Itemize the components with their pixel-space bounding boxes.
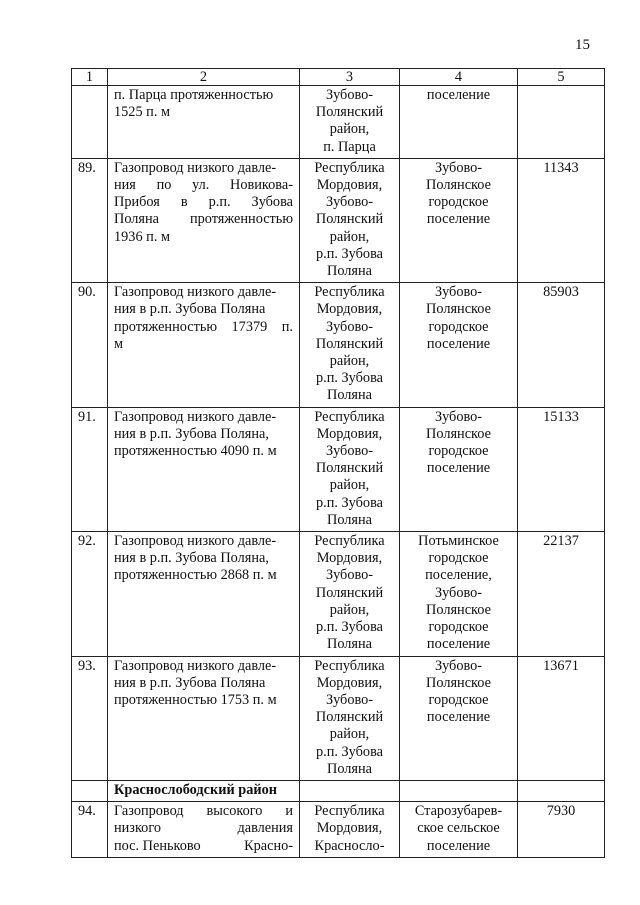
word: протяженностью 2868 п. м: [114, 567, 277, 584]
text-line: городское: [428, 318, 489, 335]
value-cell: 11343: [518, 158, 605, 282]
table-row: [72, 158, 605, 282]
object-name-cell: [108, 407, 300, 531]
word: ния: [114, 177, 136, 194]
text-line: [114, 319, 293, 336]
text-line: [114, 301, 293, 318]
municipality-cell: [400, 532, 518, 656]
column-number: 2: [108, 69, 300, 86]
section-title: Краснослободский район: [114, 781, 277, 798]
text-line: Республика: [314, 657, 385, 674]
value-cell: 13671: [518, 656, 605, 780]
word: давления: [237, 820, 293, 837]
text-line: Красносло-: [314, 837, 385, 854]
value-cell: [518, 86, 605, 159]
text-line: городское: [428, 619, 489, 636]
text-line: п. Парца протяженностью: [114, 87, 274, 103]
text-line: [114, 550, 293, 567]
column-number: 5: [518, 69, 605, 86]
text-line: Зубово-: [434, 159, 483, 176]
text-line: Поляна: [327, 511, 372, 528]
column-number: 3: [300, 69, 400, 86]
text-line: Мордовия,: [316, 820, 383, 837]
word: протяженностью: [189, 211, 293, 228]
property-registry-table: [71, 68, 605, 858]
word: ния в р.п. Зубова Поляна,: [114, 425, 269, 442]
row-number: 94.: [72, 802, 108, 858]
text-line: [114, 160, 293, 177]
text-line: [114, 820, 293, 837]
text-line: поселение: [426, 87, 491, 103]
column-number-row: [72, 69, 605, 86]
object-name-cell: [108, 86, 300, 159]
value-cell: 22137: [518, 532, 605, 656]
text-line: [114, 675, 293, 692]
text-line: [114, 177, 293, 194]
text-line: Зубово-: [325, 567, 374, 584]
word: в: [180, 194, 188, 211]
word: Газопровод низкого давле-: [114, 657, 277, 674]
word: протяженностью 1753 п. м: [114, 691, 277, 708]
text-line: Республика: [314, 408, 385, 425]
location-cell: [300, 86, 400, 159]
table-row: [72, 407, 605, 531]
text-line: р.п. Зубова: [316, 494, 383, 511]
value-cell: 7930: [518, 802, 605, 858]
text-line: Полянское: [426, 177, 491, 194]
row-number: 89.: [72, 158, 108, 282]
location-cell: [300, 283, 400, 407]
word: 1936 п. м: [114, 228, 171, 245]
text-line: [114, 658, 293, 675]
text-line: [114, 211, 293, 228]
table-row-continuation: [72, 86, 605, 159]
municipality-cell: [400, 158, 518, 282]
object-name-cell: [108, 283, 300, 407]
text-line: Зубово-: [434, 408, 483, 425]
word: ния в р.п. Зубова Поляна,: [114, 550, 269, 567]
word: Зубова: [251, 194, 293, 211]
text-line: Мордовия,: [316, 550, 383, 567]
table-row: [72, 532, 605, 656]
text-line: район,: [329, 477, 370, 494]
municipality-cell: [400, 802, 518, 858]
text-line: р.п. Зубова: [316, 370, 383, 387]
text-line: р.п. Зубова: [316, 245, 383, 262]
text-line: Поляна: [327, 387, 372, 404]
text-line: [114, 443, 293, 460]
text-line: Республика: [314, 159, 385, 176]
word: Новикова-: [230, 177, 293, 194]
municipality-cell: [400, 86, 518, 159]
text-line: Зубово-: [325, 87, 374, 103]
word: высокого: [206, 803, 263, 820]
text-line: район,: [329, 601, 370, 618]
text-line: п. Парца: [323, 138, 376, 155]
text-line: Зубово-: [325, 194, 374, 211]
word: Поляна: [114, 211, 159, 228]
word: ул.: [192, 177, 210, 194]
text-line: поселение,: [425, 567, 492, 584]
text-line: [114, 838, 293, 855]
object-name-cell: [108, 532, 300, 656]
word: р.п.: [208, 194, 231, 211]
location-cell: [300, 656, 400, 780]
value-cell: 15133: [518, 407, 605, 531]
text-line: Полянский: [315, 460, 384, 477]
text-line: Полянский: [315, 709, 384, 726]
text-line: поселение: [426, 460, 491, 477]
text-line: ское сельское: [417, 820, 500, 837]
object-name-cell: [108, 158, 300, 282]
text-line: Зубово-: [434, 657, 483, 674]
text-line: Потьминское: [418, 533, 499, 550]
text-line: Мордовия,: [316, 674, 383, 691]
municipality-cell: [400, 656, 518, 780]
text-line: Поляна: [327, 636, 372, 653]
word: Красно-: [244, 837, 293, 854]
text-line: Зубово-: [325, 318, 374, 335]
word: и: [285, 803, 293, 820]
column-number: 1: [72, 69, 108, 86]
text-line: Республика: [314, 803, 385, 820]
text-line: Зубово-: [325, 691, 374, 708]
column-number: 4: [400, 69, 518, 86]
word: протяженностью 4090 п. м: [114, 443, 277, 460]
text-line: Полянское: [426, 601, 491, 618]
row-number: 90.: [72, 283, 108, 407]
object-name-cell: [108, 802, 300, 858]
text-line: Полянское: [426, 674, 491, 691]
text-line: 1525 п. м: [114, 104, 171, 121]
word: Газопровод низкого давле-: [114, 533, 277, 550]
table-row: [72, 656, 605, 780]
text-line: Республика: [314, 284, 385, 301]
object-name-cell: [108, 656, 300, 780]
text-line: Мордовия,: [316, 301, 383, 318]
page-number: 15: [575, 37, 590, 53]
word: Газопровод низкого давле-: [114, 284, 277, 301]
text-line: Поляна: [327, 263, 372, 280]
text-line: район,: [329, 726, 370, 743]
registry-rows: [72, 158, 605, 780]
text-line: поселение: [426, 636, 491, 653]
location-cell: [300, 802, 400, 858]
text-line: [114, 409, 293, 426]
text-line: Мордовия,: [316, 177, 383, 194]
text-line: Полянский: [315, 335, 384, 352]
row-number-cell: [72, 86, 108, 159]
text-line: Зубово-: [434, 284, 483, 301]
text-line: городское: [428, 443, 489, 460]
text-line: [114, 567, 293, 584]
word: Газопровод низкого давле-: [114, 159, 277, 176]
text-line: район,: [329, 121, 370, 138]
location-cell: [300, 407, 400, 531]
word: м: [114, 335, 124, 352]
municipality-cell: [400, 407, 518, 531]
text-line: [114, 336, 293, 353]
text-line: городское: [428, 691, 489, 708]
row-number: 93.: [72, 656, 108, 780]
text-line: Мордовия,: [316, 425, 383, 442]
row-number: 92.: [72, 532, 108, 656]
table-row: [72, 283, 605, 407]
text-line: [114, 426, 293, 443]
text-line: поселение: [426, 335, 491, 352]
text-line: поселение: [426, 837, 491, 854]
location-cell: [300, 532, 400, 656]
text-line: Поляна: [327, 760, 372, 777]
word: протяженностью: [114, 318, 218, 335]
text-line: Полянское: [426, 425, 491, 442]
word: п.: [281, 318, 293, 335]
text-line: Полянский: [315, 211, 384, 228]
text-line: Зубово-: [434, 584, 483, 601]
word: по: [156, 177, 172, 194]
word: низкого: [114, 820, 161, 837]
value-cell: 85903: [518, 283, 605, 407]
text-line: поселение: [426, 211, 491, 228]
text-line: [114, 692, 293, 709]
word: Газопровод: [114, 803, 184, 820]
text-line: [114, 229, 293, 246]
text-line: район,: [329, 353, 370, 370]
text-line: район,: [329, 228, 370, 245]
text-line: поселение: [426, 709, 491, 726]
text-line: городское: [428, 194, 489, 211]
text-line: Полянский: [315, 104, 384, 121]
text-line: Республика: [314, 533, 385, 550]
text-line: Полянский: [315, 584, 384, 601]
text-line: [114, 194, 293, 211]
text-line: р.п. Зубова: [316, 743, 383, 760]
text-line: [114, 803, 293, 820]
text-line: Старозубарев-: [414, 803, 503, 820]
text-line: р.п. Зубова: [316, 619, 383, 636]
text-line: [114, 284, 293, 301]
text-line: [114, 533, 293, 550]
word: ния в р.п. Зубова Поляна: [114, 674, 266, 691]
word: Газопровод низкого давле-: [114, 408, 277, 425]
row-number: 91.: [72, 407, 108, 531]
word: пос. Пеньково: [114, 837, 201, 854]
word: 17379: [231, 318, 268, 335]
location-cell: [300, 158, 400, 282]
table-row: [72, 802, 605, 858]
municipality-cell: [400, 283, 518, 407]
word: Прибоя: [114, 194, 160, 211]
section-row: [72, 780, 605, 801]
text-line: Полянское: [426, 301, 491, 318]
text-line: городское: [428, 550, 489, 567]
text-line: Зубово-: [325, 443, 374, 460]
word: ния в р.п. Зубова Поляна: [114, 301, 266, 318]
